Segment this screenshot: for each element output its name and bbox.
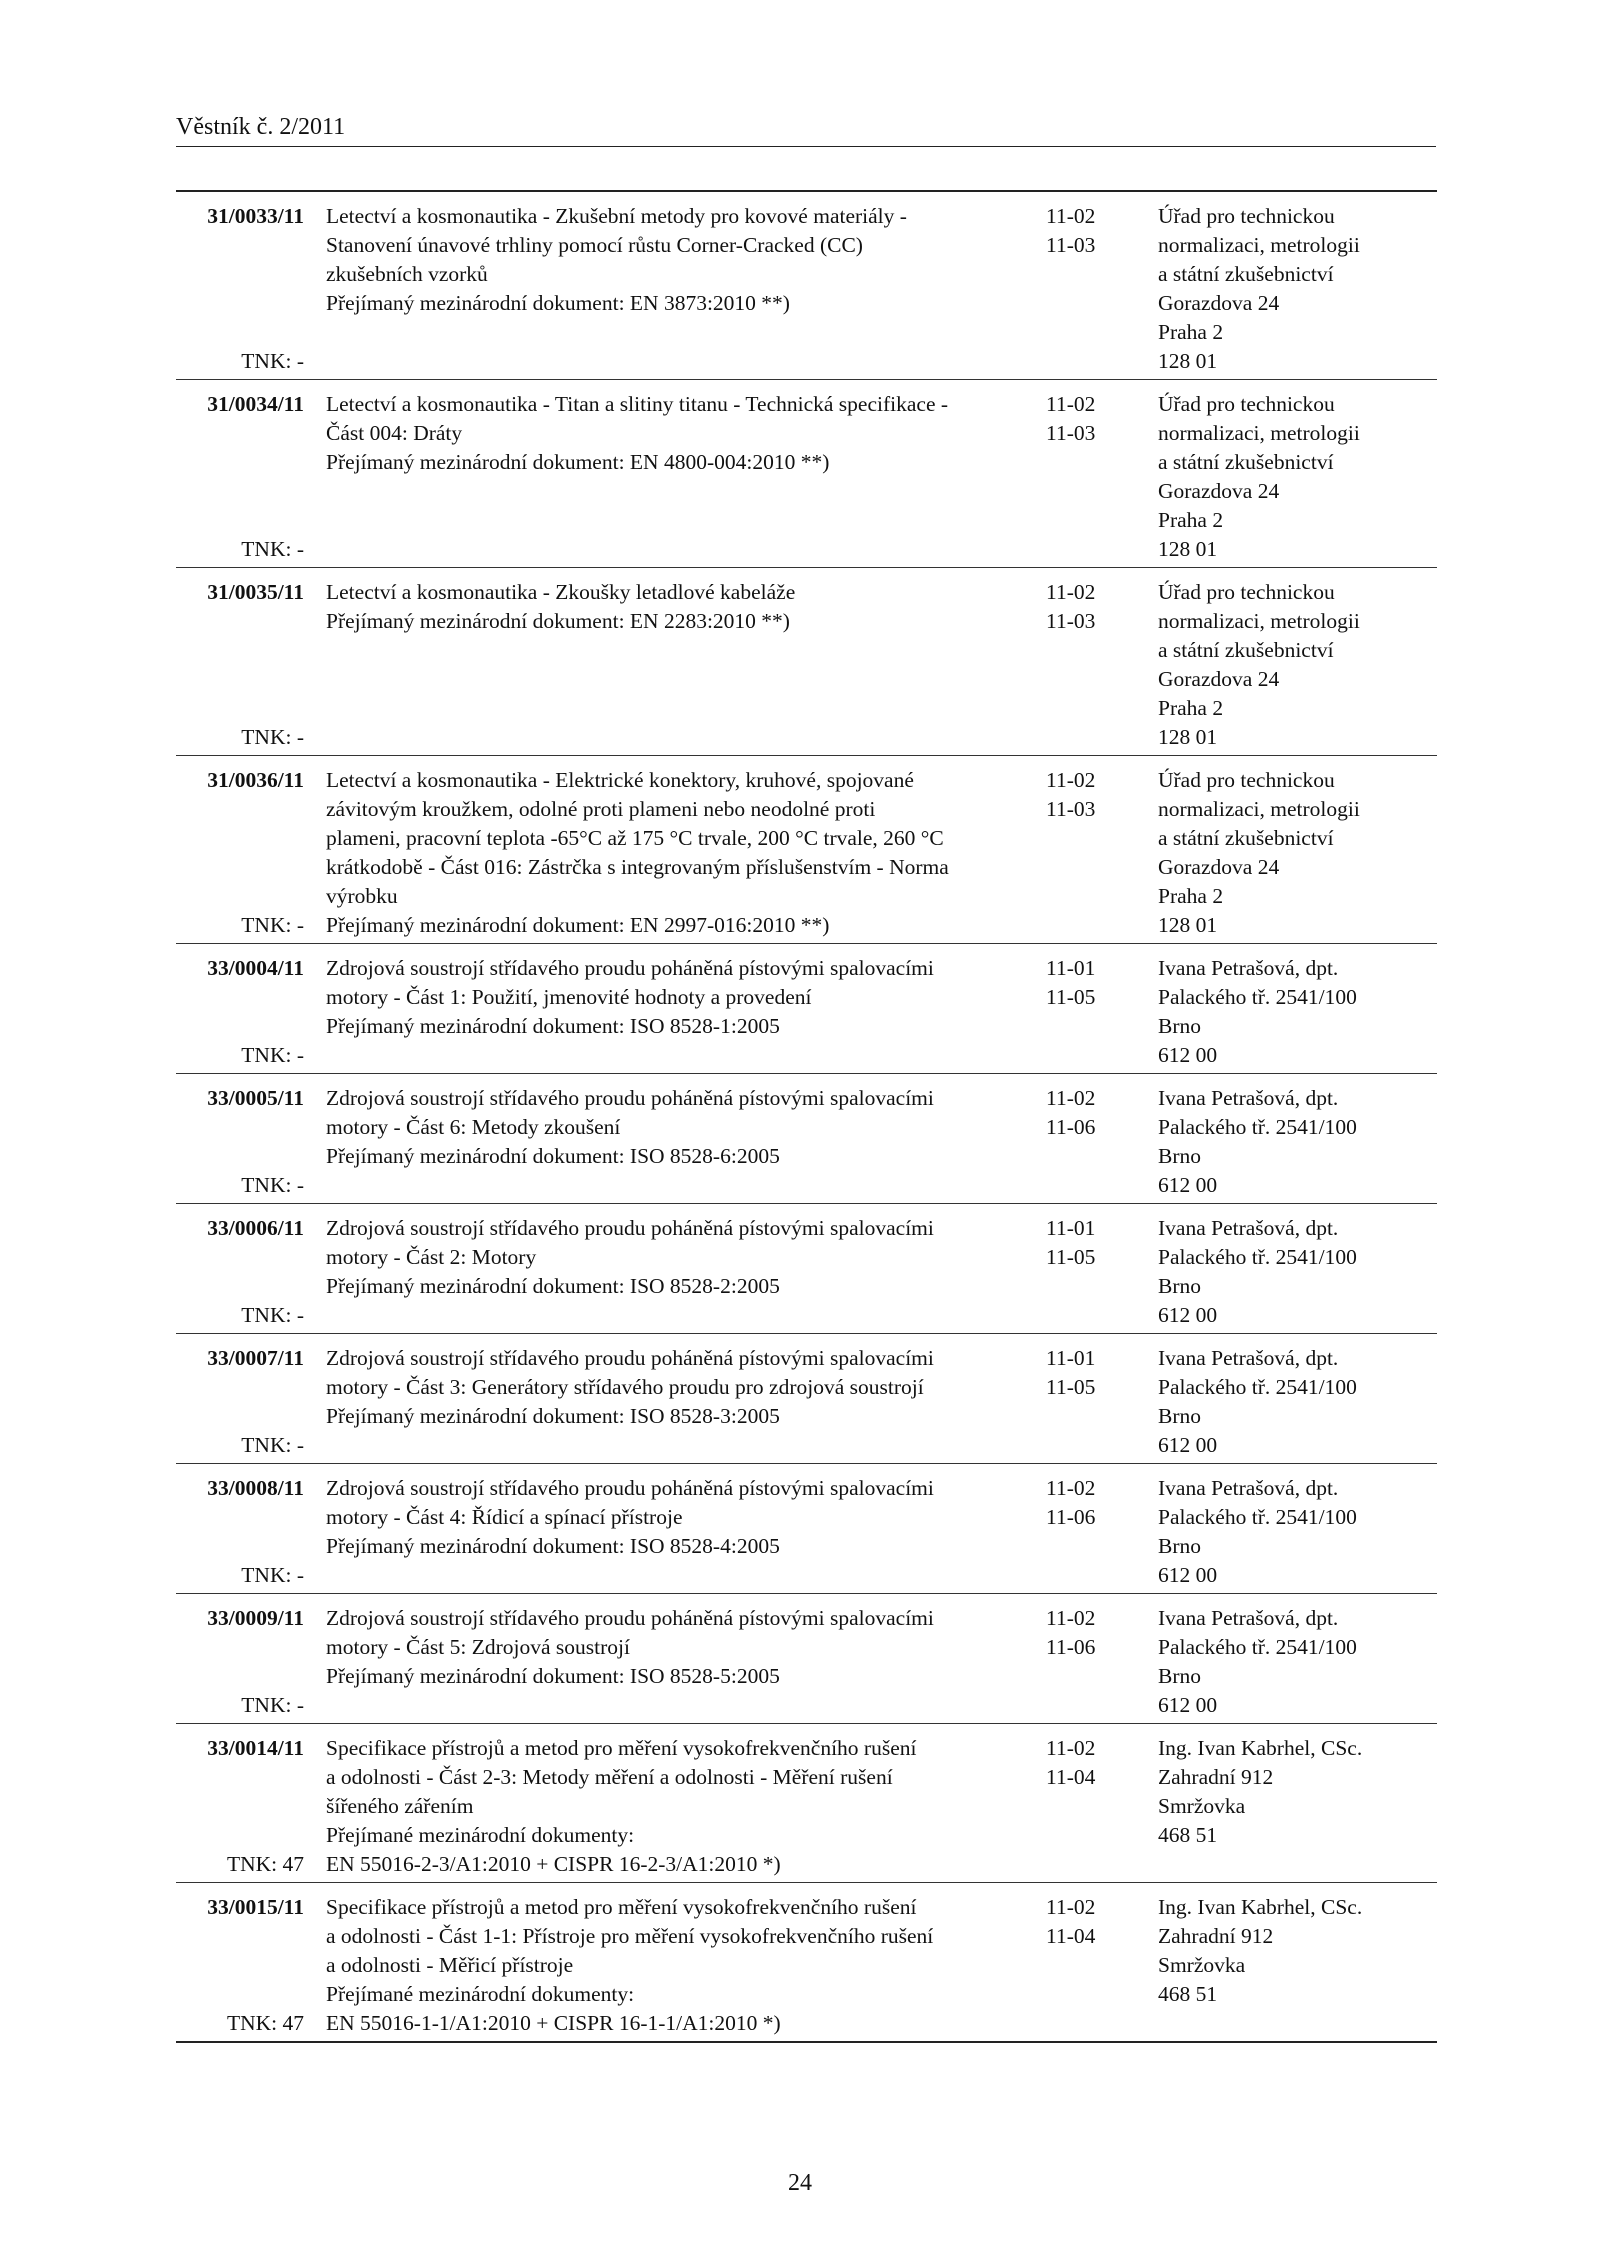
date-value: 11-04: [1046, 1765, 1096, 1789]
table-row: [176, 568, 1437, 756]
address-line: Palackého tř. 2541/100: [1158, 1245, 1357, 1269]
title-line: Zdrojová soustrojí střídavého proudu poháněná pístovými spalovacími: [326, 1086, 934, 1110]
address-line: Brno: [1158, 1534, 1201, 1558]
entry-title-cell: [326, 1474, 1046, 1590]
title-line: motory - Část 4: Řídicí a spínací přístroje: [326, 1505, 683, 1529]
title-line: Zdrojová soustrojí střídavého proudu poháněná pístovými spalovacími: [326, 956, 934, 980]
title-line: Přejímané mezinárodní dokumenty:: [326, 1982, 635, 2006]
address-line: Gorazdova 24: [1158, 291, 1280, 315]
title-line: Přejímaný mezinárodní dokument: EN 2997-016:2010 **): [326, 913, 830, 937]
address-line: Smržovka: [1158, 1953, 1246, 1977]
entry-number: 33/0014/11: [207, 1736, 304, 1760]
entry-tnk: TNK: -: [241, 1303, 304, 1327]
title-line: Přejímaný mezinárodní dokument: ISO 8528-5:2005: [326, 1664, 780, 1688]
title-line: Přejímaný mezinárodní dokument: EN 3873:2010 **): [326, 291, 790, 315]
title-line: závitovým kroužkem, odolné proti plameni nebo neodolné proti: [326, 797, 876, 821]
date-value: 11-02: [1046, 768, 1096, 792]
title-line: EN 55016-2-3/A1:2010 + CISPR 16-2-3/A1:2010 *): [326, 1852, 781, 1876]
entry-title-cell: [326, 1604, 1046, 1720]
title-line: Zdrojová soustrojí střídavého proudu poháněná pístovými spalovacími: [326, 1216, 934, 1240]
entry-address-cell: [1158, 390, 1437, 564]
table-row: [176, 380, 1437, 568]
title-line: [326, 1691, 1046, 1720]
date-value: 11-05: [1046, 1245, 1096, 1269]
entry-title-cell: [326, 1214, 1046, 1330]
address-line: a státní zkušebnictví: [1158, 826, 1334, 850]
title-line: Přejímané mezinárodní dokumenty:: [326, 1823, 635, 1847]
entry-address-cell: [1158, 954, 1437, 1070]
entry-title-cell: [326, 390, 1046, 564]
title-line: krátkodobě - Část 016: Zástrčka s integrovaným příslušenstvím - Norma: [326, 855, 949, 879]
date-value: 11-02: [1046, 204, 1096, 228]
table-row: [176, 756, 1437, 944]
address-line: 612 00: [1158, 1043, 1218, 1067]
entry-id-cell: [176, 390, 326, 564]
title-line: Přejímaný mezinárodní dokument: ISO 8528-3:2005: [326, 1404, 780, 1428]
address-line: Palackého tř. 2541/100: [1158, 1115, 1357, 1139]
entry-number: 31/0034/11: [207, 392, 304, 416]
date-value: 11-05: [1046, 1375, 1096, 1399]
address-line: 612 00: [1158, 1433, 1218, 1457]
address-line: 612 00: [1158, 1303, 1218, 1327]
entry-tnk: TNK: -: [241, 537, 304, 561]
date-value: 11-04: [1046, 1924, 1096, 1948]
title-line: a odolnosti - Měřicí přístroje: [326, 1953, 574, 1977]
entry-tnk: TNK: -: [241, 1043, 304, 1067]
entry-dates-cell: [1046, 1893, 1158, 2038]
entry-title-cell: [326, 954, 1046, 1070]
address-line: Gorazdova 24: [1158, 667, 1280, 691]
address-line: 128 01: [1158, 725, 1218, 749]
entry-id-cell: [176, 1893, 326, 2038]
entry-address-cell: [1158, 1604, 1437, 1720]
entry-tnk: TNK: 47: [226, 1852, 304, 1876]
entry-dates-cell: [1046, 1474, 1158, 1590]
entry-title-cell: [326, 578, 1046, 752]
address-line: Úřad pro technickou: [1158, 768, 1335, 792]
entry-dates-cell: [1046, 1344, 1158, 1460]
title-line: [326, 1431, 1046, 1460]
title-line: [326, 1041, 1046, 1070]
address-line: a státní zkušebnictví: [1158, 450, 1334, 474]
entry-tnk: TNK: -: [241, 1173, 304, 1197]
table-row: [176, 944, 1437, 1074]
entry-dates-cell: [1046, 1214, 1158, 1330]
entry-address-cell: [1158, 1893, 1437, 2038]
address-line: a státní zkušebnictví: [1158, 638, 1334, 662]
entry-tnk: TNK: -: [241, 1693, 304, 1717]
title-line: motory - Část 2: Motory: [326, 1245, 537, 1269]
address-line: Zahradní 912: [1158, 1924, 1274, 1948]
title-line: motory - Část 1: Použití, jmenovité hodnoty a provedení: [326, 985, 812, 1009]
address-line: 468 51: [1158, 1982, 1218, 2006]
entry-title-cell: [326, 1893, 1046, 2038]
address-line: Gorazdova 24: [1158, 479, 1280, 503]
date-value: 11-03: [1046, 797, 1096, 821]
address-line: Úřad pro technickou: [1158, 580, 1335, 604]
entry-tnk: TNK: -: [241, 349, 304, 373]
address-line: Gorazdova 24: [1158, 855, 1280, 879]
address-line: normalizaci, metrologii: [1158, 421, 1360, 445]
address-line: Palackého tř. 2541/100: [1158, 1375, 1357, 1399]
entry-address-cell: [1158, 1474, 1437, 1590]
date-value: 11-03: [1046, 609, 1096, 633]
date-value: 11-02: [1046, 1086, 1096, 1110]
date-value: 11-03: [1046, 421, 1096, 445]
entry-id-cell: [176, 1084, 326, 1200]
date-value: 11-02: [1046, 1606, 1096, 1630]
address-line: Ivana Petrašová, dpt.: [1158, 1606, 1339, 1630]
entry-number: 31/0035/11: [207, 580, 304, 604]
title-line: Přejímaný mezinárodní dokument: ISO 8528-4:2005: [326, 1534, 780, 1558]
entry-dates-cell: [1046, 578, 1158, 752]
entry-number: 31/0033/11: [207, 204, 304, 228]
entry-address-cell: [1158, 1734, 1437, 1879]
title-line: Přejímaný mezinárodní dokument: ISO 8528-6:2005: [326, 1144, 780, 1168]
title-line: Stanovení únavové trhliny pomocí růstu Corner-Cracked (CC): [326, 233, 863, 257]
entry-address-cell: [1158, 1084, 1437, 1200]
date-value: 11-02: [1046, 392, 1096, 416]
address-line: Ivana Petrašová, dpt.: [1158, 1216, 1339, 1240]
title-line: motory - Část 3: Generátory střídavého proudu pro zdrojová soustrojí: [326, 1375, 924, 1399]
entry-number: 33/0006/11: [207, 1216, 304, 1240]
date-value: 11-06: [1046, 1505, 1096, 1529]
table-row: [176, 1074, 1437, 1204]
title-line: Přejímaný mezinárodní dokument: ISO 8528-2:2005: [326, 1274, 780, 1298]
address-line: normalizaci, metrologii: [1158, 233, 1360, 257]
entry-dates-cell: [1046, 202, 1158, 376]
title-line: Letectví a kosmonautika - Titan a slitiny titanu - Technická specifikace -: [326, 392, 949, 416]
entry-title-cell: [326, 1084, 1046, 1200]
address-line: 612 00: [1158, 1693, 1218, 1717]
entry-title-cell: [326, 1734, 1046, 1879]
address-line: Brno: [1158, 1664, 1201, 1688]
address-line: Úřad pro technickou: [1158, 204, 1335, 228]
standards-table: [176, 190, 1437, 2043]
address-line: Praha 2: [1158, 320, 1224, 344]
entry-tnk: TNK: 47: [226, 2011, 304, 2035]
entry-id-cell: [176, 954, 326, 1070]
table-row: [176, 1464, 1437, 1594]
address-line: Praha 2: [1158, 508, 1224, 532]
entry-id-cell: [176, 578, 326, 752]
entry-tnk: TNK: -: [241, 725, 304, 749]
table-row: [176, 192, 1437, 380]
page-number: 24: [788, 2170, 812, 2196]
table-row: [176, 1883, 1437, 2041]
address-line: Brno: [1158, 1144, 1201, 1168]
date-value: 11-02: [1046, 1476, 1096, 1500]
date-value: 11-05: [1046, 985, 1096, 1009]
address-line: Palackého tř. 2541/100: [1158, 1635, 1357, 1659]
address-line: Ivana Petrašová, dpt.: [1158, 1476, 1339, 1500]
address-line: Brno: [1158, 1014, 1201, 1038]
date-value: 11-01: [1046, 956, 1096, 980]
entry-number: 33/0004/11: [207, 956, 304, 980]
address-line: Praha 2: [1158, 696, 1224, 720]
title-line: a odolnosti - Část 2-3: Metody měření a odolnosti - Měření rušení: [326, 1765, 893, 1789]
entry-number: 33/0009/11: [207, 1606, 304, 1630]
title-line: [326, 1301, 1046, 1330]
title-line: EN 55016-1-1/A1:2010 + CISPR 16-1-1/A1:2010 *): [326, 2011, 781, 2035]
address-line: a státní zkušebnictví: [1158, 262, 1334, 286]
entry-address-cell: [1158, 578, 1437, 752]
entry-id-cell: [176, 1344, 326, 1460]
address-line: Zahradní 912: [1158, 1765, 1274, 1789]
address-line: 612 00: [1158, 1563, 1218, 1587]
address-line: 128 01: [1158, 913, 1218, 937]
date-value: 11-01: [1046, 1216, 1096, 1240]
entry-id-cell: [176, 202, 326, 376]
address-line: 612 00: [1158, 1173, 1218, 1197]
title-line: Letectví a kosmonautika - Zkoušky letadlové kabeláže: [326, 580, 796, 604]
entry-dates-cell: [1046, 766, 1158, 940]
page-header: [176, 112, 1436, 147]
title-line: Zdrojová soustrojí střídavého proudu poháněná pístovými spalovacími: [326, 1476, 934, 1500]
title-line: Zdrojová soustrojí střídavého proudu poháněná pístovými spalovacími: [326, 1346, 934, 1370]
entry-dates-cell: [1046, 1604, 1158, 1720]
entry-tnk: TNK: -: [241, 1433, 304, 1457]
address-line: normalizaci, metrologii: [1158, 609, 1360, 633]
title-line: Přejímaný mezinárodní dokument: EN 2283:2010 **): [326, 609, 790, 633]
entry-number: 31/0036/11: [207, 768, 304, 792]
address-line: Palackého tř. 2541/100: [1158, 985, 1357, 1009]
title-line: Letectví a kosmonautika - Elektrické konektory, kruhové, spojované: [326, 768, 914, 792]
title-line: a odolnosti - Část 1-1: Přístroje pro měření vysokofrekvenčního rušení: [326, 1924, 934, 1948]
title-line: Letectví a kosmonautika - Zkušební metody pro kovové materiály -: [326, 204, 907, 228]
title-line: motory - Část 6: Metody zkoušení: [326, 1115, 621, 1139]
entry-number: 33/0005/11: [207, 1086, 304, 1110]
title-line: Přejímaný mezinárodní dokument: EN 4800-004:2010 **): [326, 450, 830, 474]
title-line: Zdrojová soustrojí střídavého proudu poháněná pístovými spalovacími: [326, 1606, 934, 1630]
entry-id-cell: [176, 766, 326, 940]
table-row: [176, 1724, 1437, 1883]
entry-tnk: TNK: -: [241, 1563, 304, 1587]
entry-title-cell: [326, 202, 1046, 376]
address-line: Smržovka: [1158, 1794, 1246, 1818]
entry-address-cell: [1158, 1214, 1437, 1330]
address-line: Úřad pro technickou: [1158, 392, 1335, 416]
title-line: Část 004: Dráty: [326, 421, 463, 445]
entry-id-cell: [176, 1474, 326, 1590]
table-row: [176, 1594, 1437, 1724]
title-line: šířeného zářením: [326, 1794, 474, 1818]
title-line: Přejímaný mezinárodní dokument: ISO 8528-1:2005: [326, 1014, 780, 1038]
title-line: Specifikace přístrojů a metod pro měření vysokofrekvenčního rušení: [326, 1736, 917, 1760]
date-value: 11-06: [1046, 1115, 1096, 1139]
address-line: Ivana Petrašová, dpt.: [1158, 1346, 1339, 1370]
date-value: 11-02: [1046, 580, 1096, 604]
date-value: 11-06: [1046, 1635, 1096, 1659]
entry-id-cell: [176, 1214, 326, 1330]
title-line: [326, 1171, 1046, 1200]
title-line: [326, 1561, 1046, 1590]
date-value: 11-02: [1046, 1736, 1096, 1760]
address-line: Palackého tř. 2541/100: [1158, 1505, 1357, 1529]
title-line: výrobku: [326, 884, 398, 908]
address-line: Ing. Ivan Kabrhel, CSc.: [1158, 1736, 1363, 1760]
entry-dates-cell: [1046, 954, 1158, 1070]
address-line: Ivana Petrašová, dpt.: [1158, 956, 1339, 980]
address-line: Ing. Ivan Kabrhel, CSc.: [1158, 1895, 1363, 1919]
address-line: 128 01: [1158, 537, 1218, 561]
entry-dates-cell: [1046, 1734, 1158, 1879]
entry-number: 33/0007/11: [207, 1346, 304, 1370]
title-line: motory - Část 5: Zdrojová soustrojí: [326, 1635, 630, 1659]
address-line: 128 01: [1158, 349, 1218, 373]
title-line: plameni, pracovní teplota -65°C až 175 °C trvale, 200 °C trvale, 260 °C: [326, 826, 944, 850]
entry-number: 33/0015/11: [207, 1895, 304, 1919]
table-row: [176, 1204, 1437, 1334]
address-line: Praha 2: [1158, 884, 1224, 908]
date-value: 11-02: [1046, 1895, 1096, 1919]
entry-title-cell: [326, 766, 1046, 940]
address-line: normalizaci, metrologii: [1158, 797, 1360, 821]
address-line: Brno: [1158, 1404, 1201, 1428]
title-line: Specifikace přístrojů a metod pro měření vysokofrekvenčního rušení: [326, 1895, 917, 1919]
table-row: [176, 1334, 1437, 1464]
entry-id-cell: [176, 1734, 326, 1879]
journal-title: Věstník č. 2/2011: [176, 114, 346, 140]
address-line: 468 51: [1158, 1823, 1218, 1847]
date-value: 11-03: [1046, 233, 1096, 257]
entry-number: 33/0008/11: [207, 1476, 304, 1500]
entry-address-cell: [1158, 1344, 1437, 1460]
entry-id-cell: [176, 1604, 326, 1720]
entry-dates-cell: [1046, 1084, 1158, 1200]
entry-title-cell: [326, 1344, 1046, 1460]
entry-dates-cell: [1046, 390, 1158, 564]
address-line: Ivana Petrašová, dpt.: [1158, 1086, 1339, 1110]
address-line: Brno: [1158, 1274, 1201, 1298]
date-value: 11-01: [1046, 1346, 1096, 1370]
entry-address-cell: [1158, 202, 1437, 376]
entry-address-cell: [1158, 766, 1437, 940]
title-line: zkušebních vzorků: [326, 262, 488, 286]
entry-tnk: TNK: -: [241, 913, 304, 937]
